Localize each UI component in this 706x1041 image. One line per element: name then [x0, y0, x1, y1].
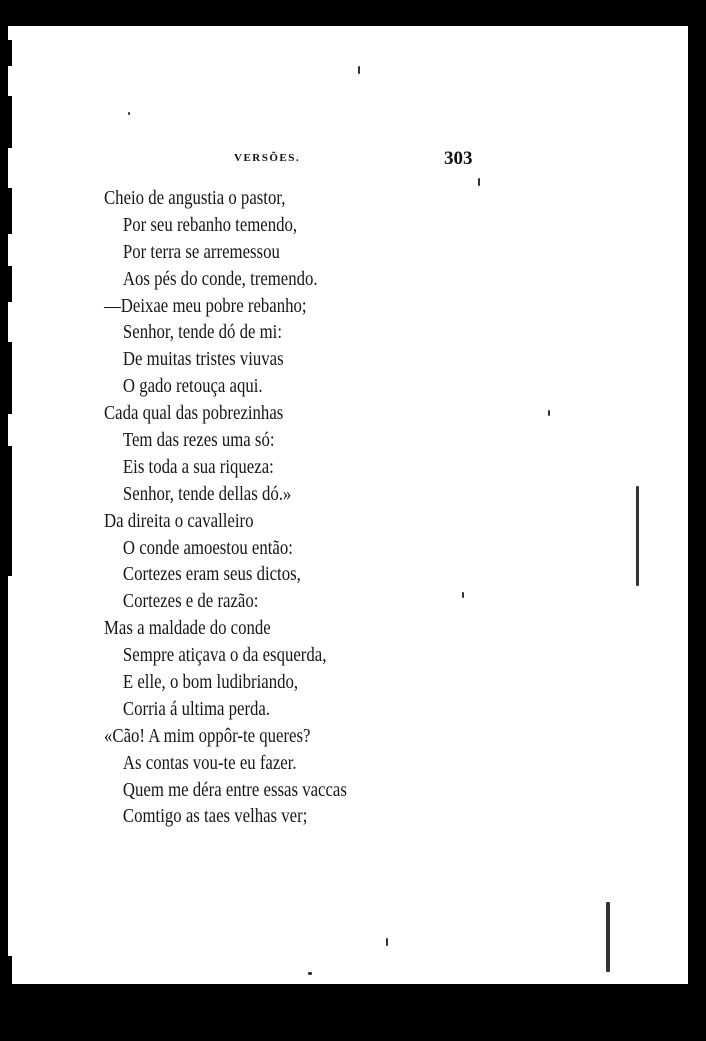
poem-line: Sempre atiçava o da esquerda,: [122, 645, 327, 667]
poem-line: Cortezes eram seus dictos,: [122, 564, 301, 586]
page-header: [8, 148, 688, 178]
poem-line: Por seu rebanho temendo,: [122, 214, 298, 236]
scan-bottom-border: [0, 984, 706, 1041]
scan-speck: [358, 66, 360, 74]
poem-line: Da direita o cavalleiro: [104, 510, 254, 532]
poem-line: Comtigo as taes velhas ver;: [122, 806, 308, 828]
poem-line: Quem me déra entre essas vaccas: [122, 779, 347, 801]
poem-line: «Cão! A mim oppôr-te queres?: [104, 725, 311, 747]
scan-speck: [128, 112, 130, 115]
poem-line: Eis toda a sua riqueza:: [122, 456, 274, 478]
page-number: 303: [444, 148, 473, 169]
poem-line: Corria á ultima perda.: [122, 698, 271, 720]
poem-line: Por terra se arremessou: [122, 241, 280, 263]
scan-speck: [386, 938, 388, 946]
running-head: VERSÕES.: [234, 152, 301, 164]
poem-line: O gado retouça aqui.: [122, 376, 263, 398]
poem-line: Cheio de angustia o pastor,: [104, 188, 286, 209]
scan-top-border: [0, 0, 706, 26]
scan-speck: [308, 972, 312, 975]
poem-line: —Deixae meu pobre rebanho;: [104, 295, 307, 317]
book-page: [8, 26, 688, 984]
scan-speck: [636, 486, 639, 586]
poem-line: Cortezes e de razão:: [122, 591, 259, 613]
poem-line: Mas a maldade do conde: [104, 618, 271, 640]
poem-line: Tem das rezes uma só:: [122, 430, 275, 452]
poem-text: [104, 186, 386, 831]
scan-speck: [606, 902, 610, 972]
scan-speck: [478, 178, 480, 186]
poem-line: De muitas tristes viuvas: [122, 349, 284, 371]
poem-line: Senhor, tende dó de mi:: [122, 322, 283, 344]
poem-line: Aos pés do conde, tremendo.: [122, 268, 318, 290]
poem-line: E elle, o bom ludibriando,: [122, 672, 299, 694]
poem-line: Senhor, tende dellas dó.»: [122, 483, 292, 505]
poem-line: Cada qual das pobrezinhas: [104, 403, 284, 425]
scan-speck: [462, 592, 464, 598]
poem-line: O conde amoestou então:: [122, 537, 293, 559]
scan-speck: [548, 410, 550, 416]
poem-line: As contas vou-te eu fazer.: [122, 752, 297, 774]
